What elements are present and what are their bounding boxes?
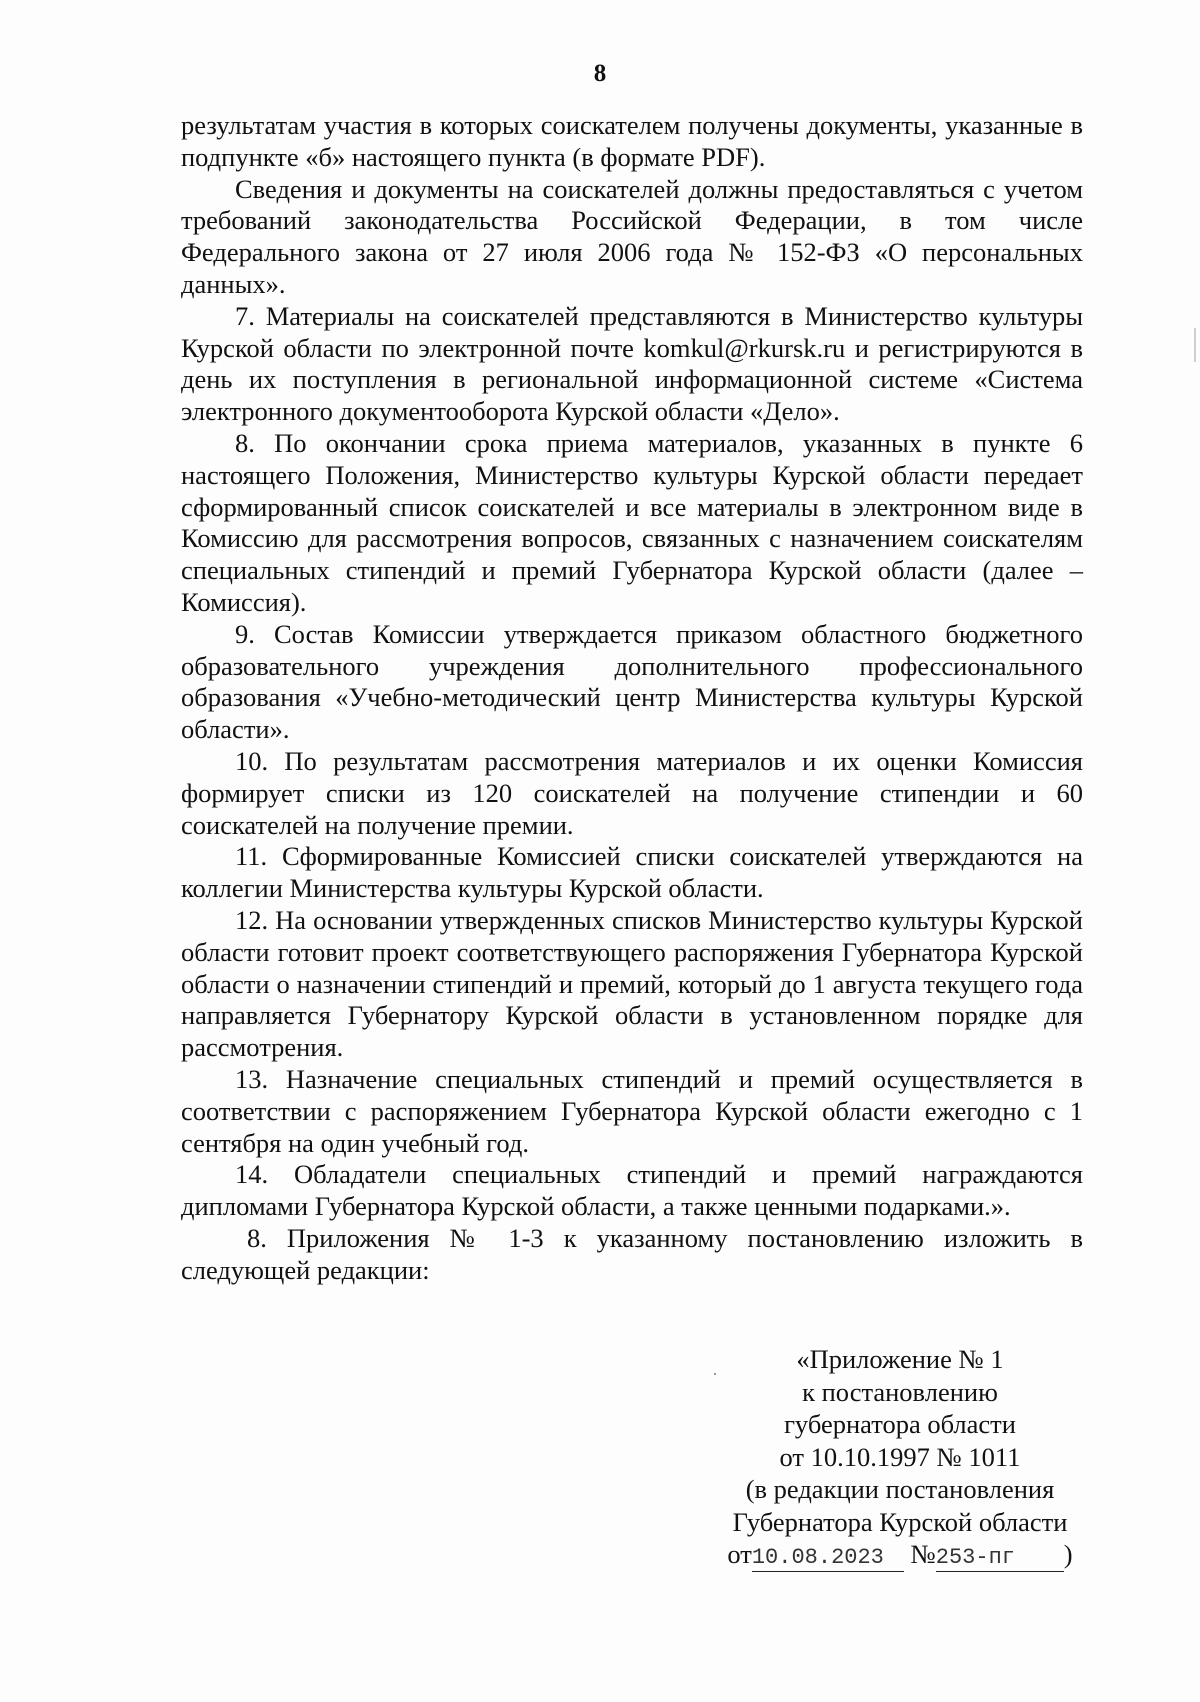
page-number: 8: [593, 60, 607, 87]
appendix-original-decree: от 10.10.1997 № 1011: [779, 1441, 1021, 1472]
from-label: от: [727, 1539, 752, 1569]
paragraph-continuation: результатам участия в которых соискателем получены документы, указанные в подпункте «б» настоящего пункта (в формате PDF).: [181, 110, 1083, 172]
paragraph-item-7: 7. Материалы на соискателей представляются в Министерство культуры Курской области по электронной почте komkul@rkursk.ru и регистрируются в день их поступления в региональной информационной системе «Система электронного документооборота Курской области «Дело».: [181, 300, 1083, 427]
paragraph-amendment-8: 8. Приложения № 1-3 к указанному постановлению изложить в следующей редакции:: [181, 1222, 1083, 1285]
appendix-line: (в редакции постановления: [745, 1474, 1055, 1504]
appendix-line: губернатора области: [784, 1409, 1016, 1439]
appendix-decree-reference: [700, 1538, 1100, 1572]
paragraph-item-9: 9. Состав Комиссии утверждается приказом областного бюджетного образовательного учреждения дополнительного профессионального образования «Учебно-методический центр Министерства культуры Курской области».: [181, 618, 1083, 745]
paragraph-item-14: 14. Обладатели специальных стипендий и премий награждаются дипломами Губернатора Курской области, а также ценными подарками.».: [181, 1159, 1083, 1222]
number-label: №: [910, 1539, 936, 1569]
paragraph-item-10: 10. По результатам рассмотрения материалов и их оценки Комиссия формирует списки из 120 соискателей на получение стипендии и 60 соискателей на получение премии.: [181, 745, 1083, 840]
appendix-header: [700, 1343, 1100, 1572]
appendix-line: к постановлению: [802, 1376, 998, 1407]
paragraph-item-11: 11. Сформированные Комиссией списки соискателей утверждаются на коллегии Министерства культуры Курской области.: [181, 841, 1083, 904]
paragraph-item-8: 8. По окончании срока приема материалов, указанных в пункте 6 настоящего Положения, Министерство культуры Курской области передает сформированный список соискателей и все материалы в электронном виде в Комиссию для рассмотрения вопросов, связанных с назначением соискателям специальных стипендий и премий Губернатора Курской области (далее – Комиссия).: [181, 427, 1083, 617]
paragraph-item-13: 13. Назначение специальных стипендий и премий осуществляется в соответствии с распоряжением Губернатора Курской области ежегодно с 1 сентября на один учебный год.: [181, 1063, 1083, 1158]
decree-date: 10.08.2023: [752, 1545, 904, 1572]
closing-paren: ): [1063, 1539, 1073, 1569]
document-body: [181, 110, 1083, 1286]
scan-edge-mark: [1194, 328, 1196, 362]
paragraph-item-12: 12. На основании утвержденных списков Министерство культуры Курской области готовит проект соответствующего распоряжения Губернатора Курской области о назначении стипендий и премий, который до 1 августа текущего года направляется Губернатору Курской области в установленном порядке для рассмотрения.: [181, 904, 1083, 1063]
paragraph-requirements: Сведения и документы на соискателей должны предоставляться с учетом требований законодательства Российской Федерации, в том числе Федерального закона от 27 июля 2006 года № 152-ФЗ «О персональных данных».: [181, 173, 1083, 299]
appendix-line: Губернатора Курской области: [732, 1506, 1068, 1537]
appendix-title: «Приложение № 1: [796, 1344, 1004, 1374]
decree-number: 253-пг: [936, 1545, 1064, 1572]
